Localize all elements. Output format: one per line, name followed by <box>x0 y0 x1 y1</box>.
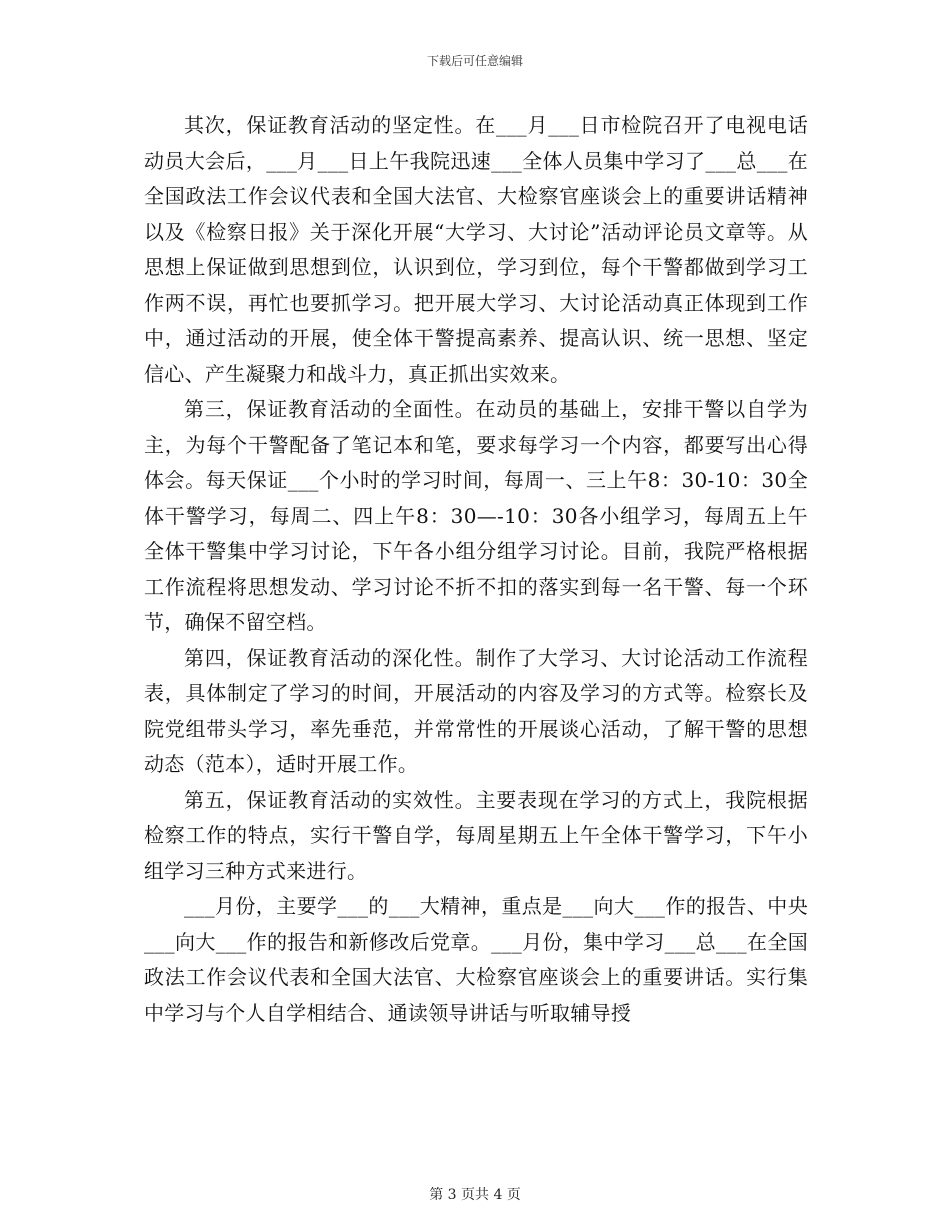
paragraph-fourth: 第四，保证教育活动的深化性。制作了大学习、大讨论活动工作流程表，具体制定了学习的时间，开展活动的内容及学习的方式等。检察长及院党组带头学习，率先垂范，并常常性的开展谈心活动，了解干警的思想动态（范本），适时开展工作。 <box>144 645 808 776</box>
page-header-note: 下载后可任意编辑 <box>426 54 523 68</box>
paragraph-third: 第三，保证教育活动的全面性。在动员的基础上，安排干警以自学为主，为每个干警配备了笔记本和笔，要求每学习一个内容，都要写出心得体会。每天保证___个小时的学习时间，每周一、三上午8：30-10：30全体干警学习，每周二、四上午8：30—-10：30各小组学习，每周五上午全体干警集中学习讨论，下午各小组分组学习讨论。目前，我院严格根据工作流程将思想发动、学习讨论不折不扣的落实到每一名干警、每一个环节，确保不留空档。 <box>144 397 808 634</box>
page-number-footer: 第 3 页共 4 页 <box>429 1187 521 1203</box>
paragraph-monthly-plan: ___月份，主要学___的___大精神，重点是___向大___作的报告、中央___向大___作的报告和新修改后党章。___月份，集中学习___总___在全国政法工作会议代表和全国大法官、大检察官座谈会上的重要讲话。实行集中学习与个人自学相结合、通读领导讲话与听取辅导授 <box>144 894 808 1025</box>
paragraph-second: 其次，保证教育活动的坚定性。在___月___日市检院召开了电视电话动员大会后，___月___日上午我院迅速___全体人员集中学习了___总___在全国政法工作会议代表和全国大法官、大检察官座谈会上的重要讲话精神以及《检察日报》关于深化开展“大学习、大讨论”活动评论员文章等。从思想上保证做到思想到位，认识到位，学习到位，每个干警都做到学习工作两不误，再忙也要抓学习。把开展大学习、大讨论活动真正体现到工作中，通过活动的开展，使全体干警提高素养、提高认识、统一思想、坚定信心、产生凝聚力和战斗力，真正抓出实效来。 <box>144 113 808 386</box>
paragraph-fifth: 第五，保证教育活动的实效性。主要表现在学习的方式上，我院根据检察工作的特点，实行干警自学，每周星期五上午全体干警学习，下午小组学习三种方式来进行。 <box>144 787 808 883</box>
document-body <box>144 108 808 1031</box>
